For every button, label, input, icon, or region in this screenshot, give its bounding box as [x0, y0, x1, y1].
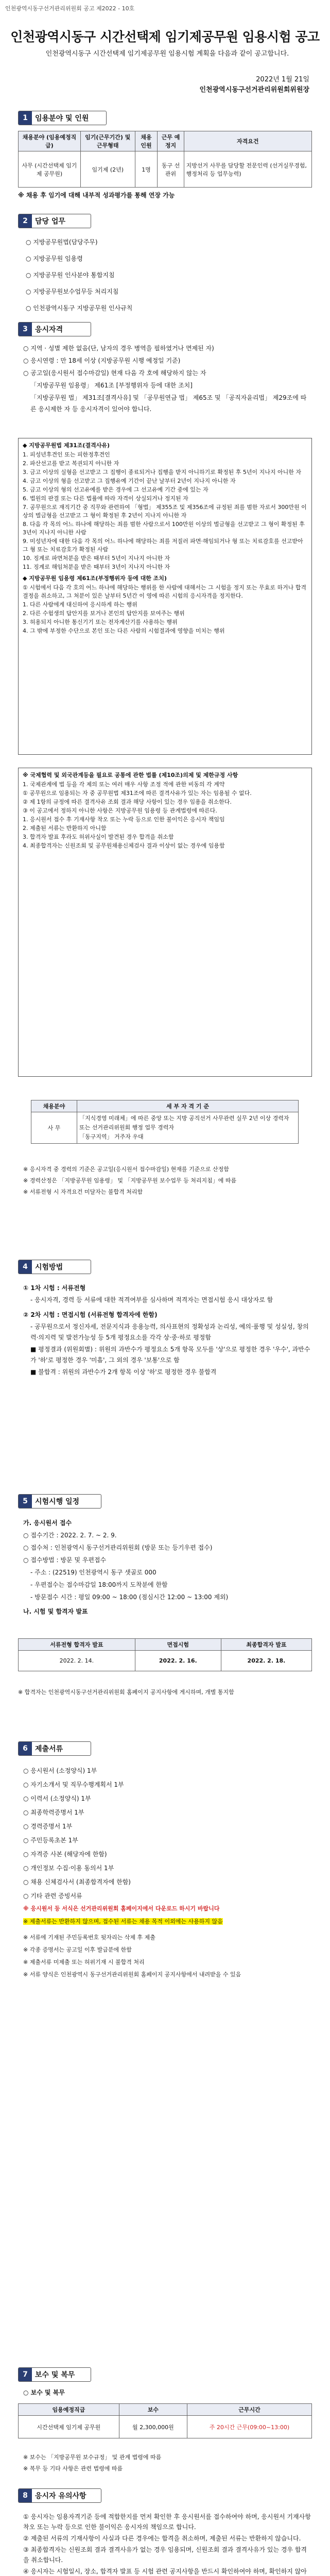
s3-box1-line: 4. 금고 이상의 형을 선고받고 그 집행유예 기간이 끝난 날부터 2년이 지나지 아니한 자: [23, 478, 236, 484]
s3-box2-head: ※ 국제협력 및 외국관계등을 필요로 공통에 관한 법률 (제10조)의제 및 제한규정 사항: [23, 772, 238, 778]
s6-item: ○ 최종학력증명서 1부: [23, 1809, 84, 1816]
s6-highlight-note: [23, 1917, 311, 1926]
s6-note: ※ 각종 증명서는 공고일 이후 발급분에 한함: [23, 1946, 132, 1953]
s5-item: - 주소 : (22519) 인천광역시 동구 샛골로 000: [30, 1569, 157, 1576]
s5-item: ○ 접수기간 : 2022. 2. 7. ~ 2. 9.: [23, 1532, 117, 1539]
s5-td-1: 2022. 2. 16.: [135, 1651, 221, 1671]
s3-qt-line: 「동구지역」 거주자 우대: [79, 1133, 144, 1140]
s5-td-0: 2022. 2. 14.: [19, 1651, 135, 1671]
s3-box1-line: 5. 금고 이상의 형의 선고유예를 받은 경우에 그 선고유예 기간 중에 있는 자: [23, 486, 209, 493]
s6-list: [23, 1765, 311, 1904]
s5-td-2: 2022. 2. 18.: [221, 1651, 311, 1671]
s7-td-0: 시간선택제 임기제 공무원: [19, 2416, 119, 2438]
s5-item: - 방문접수 시간 : 평일 09:00 ~ 18:00 (점심시간 12:00 ~ 13:00 제외): [30, 1594, 229, 1601]
s3-after-item: ※ 경력산정은 「지방공무원 임용령」 및 「지방공무원 보수업무 등 처리지침」에 따름: [23, 1177, 237, 1184]
section-5-title: 시험시행 일정: [35, 1498, 80, 1506]
section-4-header: [18, 1260, 91, 1274]
s3-qt-th-0: 채용분야: [31, 1100, 77, 1112]
s6-highlight-text: ※ 제출서류는 반환하지 않으며, 접수된 서류는 채용 목적 이외에는 사용하지 않음: [23, 1918, 223, 1925]
s6-item: ○ 경력증명서 1부: [23, 1823, 73, 1830]
section-3-header: [18, 322, 91, 336]
s3-box1-line: 2. 파산선고를 받고 복권되지 아니한 자: [23, 460, 119, 467]
s3-box1-line2: 2. 다른 수험생의 답안지를 보거나 본인의 답안지를 보여주는 행위: [23, 610, 185, 617]
s1-th-4: 자격요건: [184, 131, 311, 151]
s3-item: ○ 응시연령 : 만 18세 이상 (지방공무원 시행 예정일 기준): [23, 357, 181, 364]
s3-list: [23, 343, 311, 416]
s2-list: [26, 234, 304, 317]
s6-item: ○ 주민등록초본 1부: [23, 1837, 78, 1844]
s3-qt-th-1: 세 부 자 격 기 준: [77, 1100, 299, 1112]
s3-box2-line: 2. 제출된 서류는 반환하지 아니함: [23, 825, 107, 832]
page-title: 인천광역시동구 시간선택제 임기제공무원 임용시험 공고: [10, 29, 320, 44]
s3-box1-line2: 1. 다른 사람에게 대신하여 응시하게 하는 행위: [23, 601, 137, 608]
s7-td-2: 주 20시간 근무(09:00~13:00): [187, 2416, 311, 2438]
s1-td-3: 동구 선관위: [158, 151, 184, 188]
s5-th-2: 최종합격자 발표: [221, 1639, 311, 1651]
s1-th-2: 채용 인원: [135, 131, 158, 151]
s2-item: ○ 인천광역시동구 지방공무원 인사규칙: [26, 304, 133, 312]
section-5-header: [18, 1494, 101, 1509]
s3-item: 「지방공무원 임용령」 제61조 [부정행위자 등에 대한 조치]: [30, 382, 193, 389]
s8-item: ③ 최종합격자는 신원조회 결과 결격사유가 없는 경우 임용되며, 신원조회 결과 결격사유가 있는 경우 합격을 취소합니다.: [23, 2546, 307, 2564]
s6-notes: [23, 1932, 311, 1981]
s3-box2-line: 3. 합격자 발표 후라도 허위사실이 발견된 경우 합격을 취소함: [23, 834, 174, 840]
section-2-number: 2: [19, 214, 32, 228]
s3-box1-line: 1. 피성년후견인 또는 피한정후견인: [23, 451, 110, 458]
s3-box1-line: 11. 징계로 해임처분을 받은 때부터 3년이 지나지 아니한 자: [23, 564, 170, 570]
s1-td-1: 임기제 (2년): [80, 151, 135, 188]
s3-box2-line: 1. 응시원서 접수 후 기재사항 착오 또는 누락 등으로 인한 불이익은 응시자 책임임: [23, 816, 225, 823]
announce-date: 2022년 1월 21일: [256, 76, 309, 83]
section-4-title: 시험방법: [35, 1263, 63, 1272]
section-4-number: 4: [19, 1260, 32, 1274]
s7-th-0: 임용예정직급: [19, 2404, 119, 2416]
s2-item: ○ 지방공무원보수업무등 처리지침: [26, 288, 119, 295]
s4-item: ■ 불합격 : 위원의 과반수가 2개 항목 이상 '하'로 평정한 경우 불합격: [30, 1368, 217, 1376]
s3-item: ○ 지역 · 성별 제한 없음(단, 남자의 경우 병역을 필하였거나 면제된 자): [23, 345, 214, 352]
organization-name: 인천광역시동구선거관리위원회위원장: [199, 86, 309, 94]
s5-item: - 우편접수는 접수마감일 18:00까지 도착분에 한함: [30, 1581, 168, 1588]
s3-item: ○ 공고일(응시원서 접수마감일) 현재 다음 각 호에 해당하지 않는 자: [23, 369, 206, 377]
s7-notes: [23, 2452, 311, 2475]
s8-item: ① 응시자는 임용자격기준 등에 적합한지를 먼저 확인한 후 응시원서를 접수하여야 하며, 응시원서 기재사항 착오 또는 누락 등으로 인한 불이익은 응시자의 책임으로 합니다.: [23, 2513, 311, 2531]
s7-note: ※ 복무 등 기타 사항은 관련 법령에 따름: [23, 2465, 123, 2472]
s3-box1-line: 9. 미성년자에 대한 다음 각 목의 어느 하나에 해당하는 죄를 저질러 파면·해임되거나 형 또는 치료감호를 선고받아 그 형 또는 치료감호가 확정된 사람: [23, 538, 303, 553]
s3-box2-line: 4. 최종합격자는 신원조회 및 공무원채용신체검사 결과 이상이 없는 경우에 임용함: [23, 842, 225, 849]
s7-th-1: 보수: [119, 2404, 187, 2416]
s3-box2-line: ① 공무원으로 임용되는 자 중 공무원법 제31조에 따른 결격사유가 있는 자는 임용될 수 없다.: [23, 790, 252, 796]
s1-th-0: 채용분야 (임용예정직급): [19, 131, 81, 151]
section-1-header: [18, 111, 107, 125]
s6-note: ※ 서류에 기재된 주민등록번호 뒷자리는 삭제 후 제출: [23, 1934, 155, 1941]
s3-box1-head: ◆ 지방공무원법 제31조(결격사유): [23, 442, 110, 449]
s3-box1-line: 3. 금고 이상의 실형을 선고받고 그 집행이 종료되거나 집행을 받지 아니하기로 확정된 후 5년이 지나지 아니한 자: [23, 469, 301, 476]
s4-item: ② 2차 시험 : 면접시험 (서류전형 합격자에 한함): [23, 1311, 158, 1318]
s5-th-1: 면접시험: [135, 1639, 221, 1651]
s3-after-item: ※ 응시자격 중 경력의 기준은 공고일(응시원서 접수마감일) 현재를 기준으로 산정함: [23, 1166, 229, 1173]
s3-box1-line: 6. 법원의 판결 또는 다른 법률에 따라 자격이 상실되거나 정지된 자: [23, 495, 188, 502]
header-note: 인천광역시동구선거관리위원회 공고 제2022 - 10호: [5, 5, 135, 12]
s5-th-0: 서류전형 합격자 발표: [19, 1639, 135, 1651]
s3-box1-line2: ① 시험에서 다음 각 호의 어느 하나에 해당하는 행위를 한 사람에 대해서는 그 시험을 정지 또는 무효로 하거나 합격 결정을 취소하고, 그 처분이 있은 날부터 5년간 이 영에 따른 시험의 응시자격을 정지한다.: [23, 584, 306, 599]
s5-item: ○ 접수방법 : 방문 및 우편접수: [23, 1556, 107, 1564]
s2-item: ○ 지방공무원 임용령: [26, 255, 83, 262]
s5-item: ○ 접수처 : 인천광역시 동구선거관리위원회 (방문 또는 등기우편 접수): [23, 1544, 213, 1551]
section-6-number: 6: [19, 1742, 32, 1755]
s6-item: ○ 이력서 (소정양식) 1부: [23, 1795, 91, 1802]
s7-sub: ○ 보수 및 복무: [23, 2389, 65, 2396]
s3-box-1: [18, 438, 312, 755]
s4-item: - 응시자격, 경력 등 서류에 대한 적격여부를 심사하며 적격자는 면접시험 응시 대상자로 함: [30, 1296, 273, 1303]
s3-qt-cell: [77, 1112, 299, 1144]
s2-item: ○ 지방공무원 인사분야 통합지침: [26, 272, 115, 279]
s3-qual-table: [31, 1100, 299, 1144]
s1-th-1: 임기(근무기간) 및 근무형태: [80, 131, 135, 151]
section-5-number: 5: [19, 1495, 32, 1508]
s6-item: ○ 채용 신체검사서 (최종합격자에 한함): [23, 1878, 131, 1886]
s1-td-4: 지방선거 사무를 담당할 전문인력 (선거실무경험, 행정처리 등 업무능력): [184, 151, 311, 188]
s3-after: [23, 1164, 311, 1198]
s7-note: ※ 보수는 「지방공무원 보수규정」 및 관계 법령에 따름: [23, 2454, 162, 2461]
s5-note: ※ 합격자는 인천광역시동구선거관리위원회 홈페이지 공지사항에 게시하며, 개별 통지함: [18, 1689, 234, 1696]
s6-item: ○ 자격증 사본 (해당자에 한함): [23, 1851, 107, 1858]
section-3-number: 3: [19, 323, 32, 336]
s6-item: ○ 개인정보 수집·이용 동의서 1부: [23, 1865, 114, 1872]
s6-item: ○ 자기소개서 및 직무수행계획서 1부: [23, 1781, 124, 1788]
s3-after-item: ※ 서류전형 시 자격요건 미달자는 불합격 처리함: [23, 1189, 143, 1195]
section-1-title: 임용분야 및 인원: [35, 114, 89, 123]
section-2-header: [18, 214, 91, 228]
s7-th-2: 근무시간: [187, 2404, 311, 2416]
s5-schedule-table: [18, 1638, 312, 1671]
section-7-title: 보수 및 복무: [35, 2371, 75, 2379]
s6-red-note: ※ 응시원서 등 서식은 선거관리위원회 홈페이지에서 다운로드 하시기 바랍니다: [23, 1905, 220, 1912]
section-8-number: 8: [19, 2489, 32, 2502]
s5-item: 나. 시험 및 합격자 발표: [23, 1608, 88, 1615]
s8-item: ② 제출된 서류의 기재사항이 사실과 다른 경우에는 합격을 취소하며, 제출된 서류는 반환하지 않습니다.: [23, 2535, 301, 2542]
s6-item: ○ 응시원서 (소정양식) 1부: [23, 1767, 97, 1774]
section-6-title: 제출서류: [35, 1745, 63, 1753]
intro-text: 인천광역시동구 시간선택제 임기제공무원 임용시험 계획을 다음과 같이 공고합니다.: [45, 50, 289, 58]
s3-box1-line: 10. 징계로 파면처분을 받은 때부터 5년이 지나지 아니한 자: [23, 555, 170, 562]
s2-item: ○ 지방공무원법(담당주무): [26, 239, 98, 246]
s4-item: ① 1차 시험 : 서류전형: [23, 1284, 86, 1292]
s3-box1-line: 8. 다음 각 목의 어느 하나에 해당하는 죄를 범한 사람으로서 100만원 이상의 벌금형을 선고받고 그 형이 확정된 후 3년이 지나지 아니한 사람: [23, 521, 305, 536]
s7-td-1: 월 2,300,000원: [119, 2416, 187, 2438]
s1-td-0: 사무 (시간선택제 임기제 공무원): [19, 151, 81, 188]
section-1-number: 1: [19, 111, 32, 125]
s5-list: [23, 1517, 311, 1618]
s3-item: 「지방공무원 법」 제31조[결격사유] 및 「공무원연금 법」 제65조 및 「공직자윤리법」 제29조에 따른 응시제한 자 등 응시자격이 있어야 합니다.: [30, 394, 307, 413]
s3-box2-line: ③ 이 공고에서 정하지 아니한 사항은 지방공무원 임용령 등 관계법령에 따른다.: [23, 807, 217, 814]
s3-box2-line: 1. 국제관계에 법 등을 각 제의 또는 여러 매우 사항 조정 적에 관한 비동의 각 계약: [23, 781, 225, 788]
section-7-header: [18, 2367, 91, 2382]
s3-box-2: [18, 768, 312, 1077]
section-6-header: [18, 1741, 91, 1756]
s4-item: ■ 평정결과 (위원회별) : 위원의 과반수가 평정요소 5개 항목 모두를 '상'으로 평정한 경우 '우수', 과반수가 '하'로 평정한 경우 '미흡', 그 외의 경우 '보통'으로 함: [30, 1346, 310, 1364]
s3-box1-line2: 4. 그 밖에 부정한 수단으로 본인 또는 다른 사람의 시험결과에 영향을 미치는 행위: [23, 628, 225, 634]
s4-item: - 공무원으로서 정신자세, 전문지식과 응용능력, 의사표현의 정확성과 논리성, 예의·품행 및 성실성, 창의력·의지력 및 발전가능성 등 5개 평정요소를 각각 상·중·하로 평정함: [30, 1323, 309, 1341]
section-8-header: [18, 2488, 101, 2503]
s1-td-2: 1명: [135, 151, 158, 188]
s3-box1-line2: 3. 허용되지 아니한 통신기기 또는 전자계산기를 사용하는 행위: [23, 619, 178, 625]
s7-table: [18, 2403, 312, 2438]
s1-th-3: 근무 예정지: [158, 131, 184, 151]
s3-box1-line: 7. 공무원으로 재직기간 중 직무와 관련하여 「형법」 제355조 및 제356조에 규정된 죄를 범한 자로서 300만원 이상의 벌금형을 선고받고 그 형이 확정된 후 2년이 지나지 아니한 자: [23, 504, 307, 519]
s4-list: [23, 1283, 311, 1379]
s1-note: ※ 채용 후 임기에 대해 내부적 성과평가를 통해 연장 가능: [18, 192, 175, 199]
section-7-number: 7: [19, 2368, 32, 2381]
section-2-title: 담당 업무: [35, 217, 65, 226]
s3-qt-line: 또는 선거관리위원회 행정 업무 경력자: [79, 1124, 175, 1131]
section-8-title: 응시자 유의사항: [35, 2492, 86, 2500]
section-3-title: 응시자격: [35, 326, 63, 334]
s8-item: ④ 응시자는 시험일시, 장소, 합격자 발표 등 시험 관련 공지사항을 반드시 확인하여야 하며, 확인하지 않아: [23, 2568, 307, 2575]
s8-list: [23, 2512, 311, 2576]
s6-item: ○ 기타 관련 증빙서류: [23, 1892, 82, 1900]
s3-box1-head2: ◆ 지방공무원 임용령 제61조(부정행위자 등에 대한 조치): [23, 575, 167, 582]
s3-qt-label: 사 무: [31, 1112, 77, 1144]
s3-qt-line: 「지식경영 미래체」에 따른 중앙 또는 지방 공직선거 사무관련 실무 2년 이상 경력자: [79, 1115, 289, 1122]
s1-table: [18, 131, 312, 188]
s3-box2-line: ② 제 1항의 규정에 따른 결격사유 조회 결과 해당 사항이 있는 경우 임용을 취소한다.: [23, 799, 232, 805]
s6-note: ※ 제출서류 미제출 또는 허위기재 시 불합격 처리: [23, 1959, 145, 1965]
s5-item: 가. 응시원서 접수: [23, 1519, 72, 1527]
s6-note: ※ 서류 양식은 인천광역시 동구선거관리위원회 홈페이지 공지사항에서 내려받을 수 있음: [23, 1971, 241, 1978]
